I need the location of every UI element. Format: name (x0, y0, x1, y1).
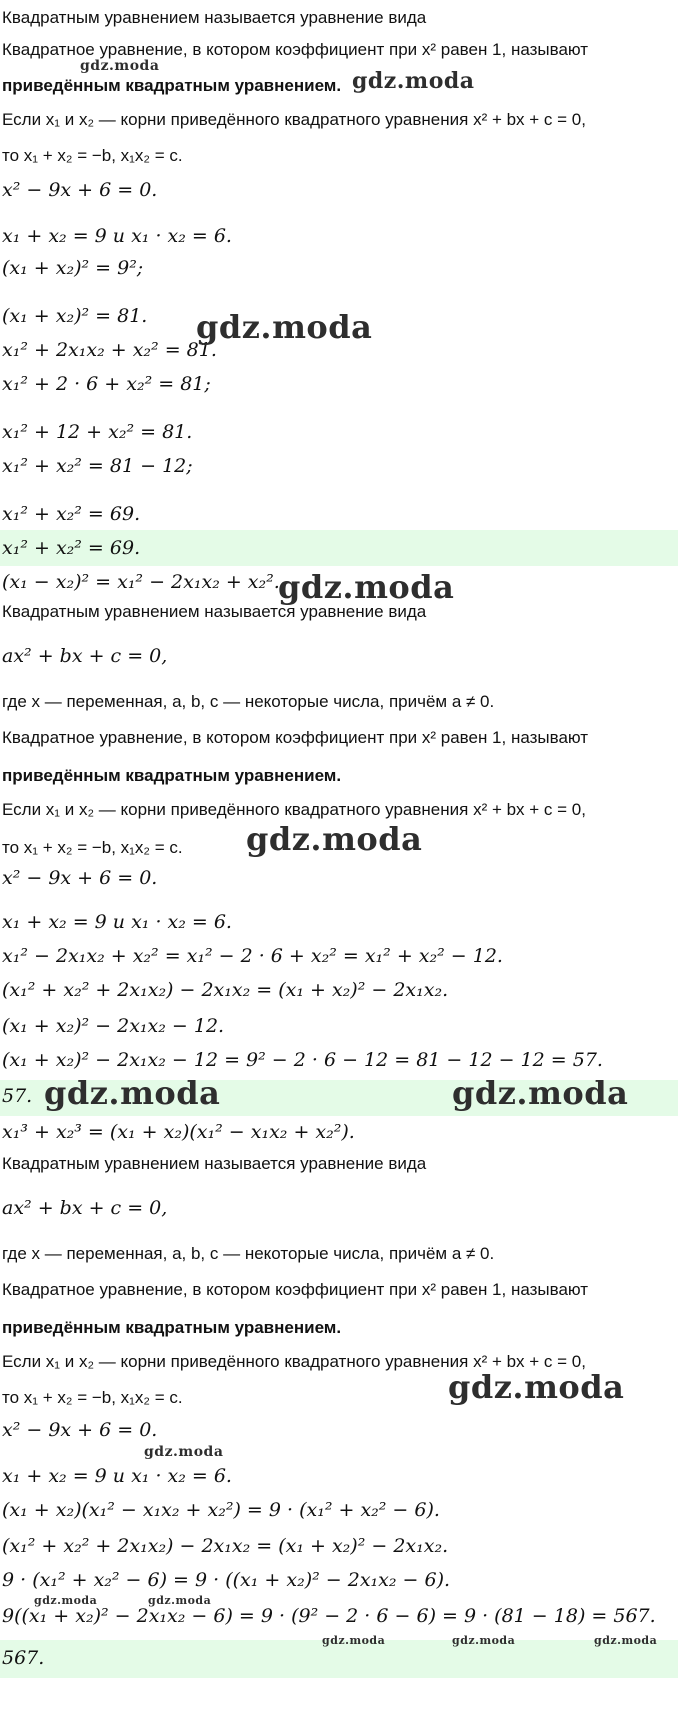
math-line: x₁² + 2 · 6 + x₂² = 81; (2, 373, 211, 395)
bold-definition: приведённым квадратным уравнением. (2, 1318, 342, 1337)
math-line: (x₁ + x₂)(x₁² − x₁x₂ + x₂²) = 9 · (x₁² + x₂² − 6). (2, 1499, 440, 1521)
text-line: Если x₁ и x₂ — корни приведённого квадратного уравнения x² + bx + c = 0, (2, 800, 586, 819)
math-line: x₁ + x₂ = 9 и x₁ · x₂ = 6. (2, 225, 232, 247)
math-line: 9((x₁ + x₂)² − 2x₁x₂ − 6) = 9 · (9² − 2 · 6 − 6) = 9 · (81 − 18) = 567. (2, 1605, 656, 1627)
text-line: Квадратное уравнение, в котором коэффициент при x² равен 1, называют (2, 728, 589, 747)
watermark: gdz.moda (44, 1074, 221, 1112)
math-line: (x₁² + x₂² + 2x₁x₂) − 2x₁x₂ = (x₁ + x₂)² − 2x₁x₂. (2, 979, 449, 1001)
math-line: x₁² + 2x₁x₂ + x₂² = 81. (2, 339, 217, 361)
watermark: gdz.moda (34, 1594, 98, 1607)
math-line: (x₁ + x₂)² = 9²; (2, 257, 144, 279)
math-line: (x₁ − x₂)² = x₁² − 2x₁x₂ + x₂². (2, 571, 280, 593)
text-line: то x₁ + x₂ = −b, x₁x₂ = c. (2, 1388, 183, 1407)
watermark: gdz.moda (80, 58, 160, 74)
math-line: x² − 9x + 6 = 0. (2, 179, 158, 201)
watermark: gdz.moda (322, 1634, 386, 1647)
watermark: gdz.moda (278, 568, 455, 606)
math-line: (x₁ + x₂)² − 2x₁x₂ − 12 = 9² − 2 · 6 − 12 = 81 − 12 − 12 = 57. (2, 1049, 603, 1071)
math-line: x₁² + 12 + x₂² = 81. (2, 421, 193, 443)
math-line: 567. (2, 1647, 45, 1669)
text-line: где x — переменная, a, b, c — некоторые числа, причём a ≠ 0. (2, 692, 495, 711)
text-line: где x — переменная, a, b, c — некоторые числа, причём a ≠ 0. (2, 1244, 495, 1263)
math-line: x₁² + x₂² = 69. (2, 503, 141, 525)
text-line: Квадратным уравнением называется уравнение вида (2, 602, 427, 621)
text-line: то x₁ + x₂ = −b, x₁x₂ = c. (2, 838, 183, 857)
watermark: gdz.moda (352, 68, 475, 94)
math-line: x₁² − 2x₁x₂ + x₂² = x₁² − 2 · 6 + x₂² = x₁² + x₂² − 12. (2, 945, 503, 967)
math-line: x² − 9x + 6 = 0. (2, 1419, 158, 1441)
watermark: gdz.moda (594, 1634, 658, 1647)
math-line: ax² + bx + c = 0, (2, 1197, 168, 1219)
watermark: gdz.moda (452, 1634, 516, 1647)
watermark: gdz.moda (148, 1594, 212, 1607)
watermark: gdz.moda (452, 1074, 629, 1112)
watermark: gdz.moda (246, 820, 423, 858)
text-line: Если x₁ и x₂ — корни приведённого квадратного уравнения x² + bx + c = 0, (2, 110, 586, 129)
text-line: Квадратное уравнение, в котором коэффициент при x² равен 1, называют (2, 1280, 589, 1299)
text-line: Квадратным уравнением называется уравнение вида (2, 8, 427, 27)
math-line: x₁ + x₂ = 9 и x₁ · x₂ = 6. (2, 1465, 232, 1487)
math-line: x₁² + x₂² = 69. (2, 537, 141, 559)
watermark: gdz.moda (448, 1368, 625, 1406)
math-line: ax² + bx + c = 0, (2, 645, 168, 667)
math-line: 57. (2, 1085, 33, 1107)
math-line: x₁ + x₂ = 9 и x₁ · x₂ = 6. (2, 911, 232, 933)
math-line: x² − 9x + 6 = 0. (2, 867, 158, 889)
bold-definition: приведённым квадратным уравнением. (2, 766, 342, 785)
text-line: Квадратное уравнение, в котором коэффициент при x² равен 1, называют (2, 40, 589, 59)
math-line: (x₁ + x₂)² = 81. (2, 305, 148, 327)
text-line: Квадратным уравнением называется уравнение вида (2, 1154, 427, 1173)
watermark: gdz.moda (196, 308, 373, 346)
bold-definition: приведённым квадратным уравнением. (2, 76, 342, 95)
text-line: то x₁ + x₂ = −b, x₁x₂ = c. (2, 146, 183, 165)
math-line: 9 · (x₁² + x₂² − 6) = 9 · ((x₁ + x₂)² − 2x₁x₂ − 6). (2, 1569, 451, 1591)
math-line: (x₁² + x₂² + 2x₁x₂) − 2x₁x₂ = (x₁ + x₂)² − 2x₁x₂. (2, 1535, 449, 1557)
math-line: (x₁ + x₂)² − 2x₁x₂ − 12. (2, 1015, 225, 1037)
watermark: gdz.moda (144, 1444, 224, 1460)
math-line: x₁³ + x₂³ = (x₁ + x₂)(x₁² − x₁x₂ + x₂²). (2, 1121, 355, 1143)
text-line: Если x₁ и x₂ — корни приведённого квадратного уравнения x² + bx + c = 0, (2, 1352, 586, 1371)
math-line: x₁² + x₂² = 81 − 12; (2, 455, 193, 477)
